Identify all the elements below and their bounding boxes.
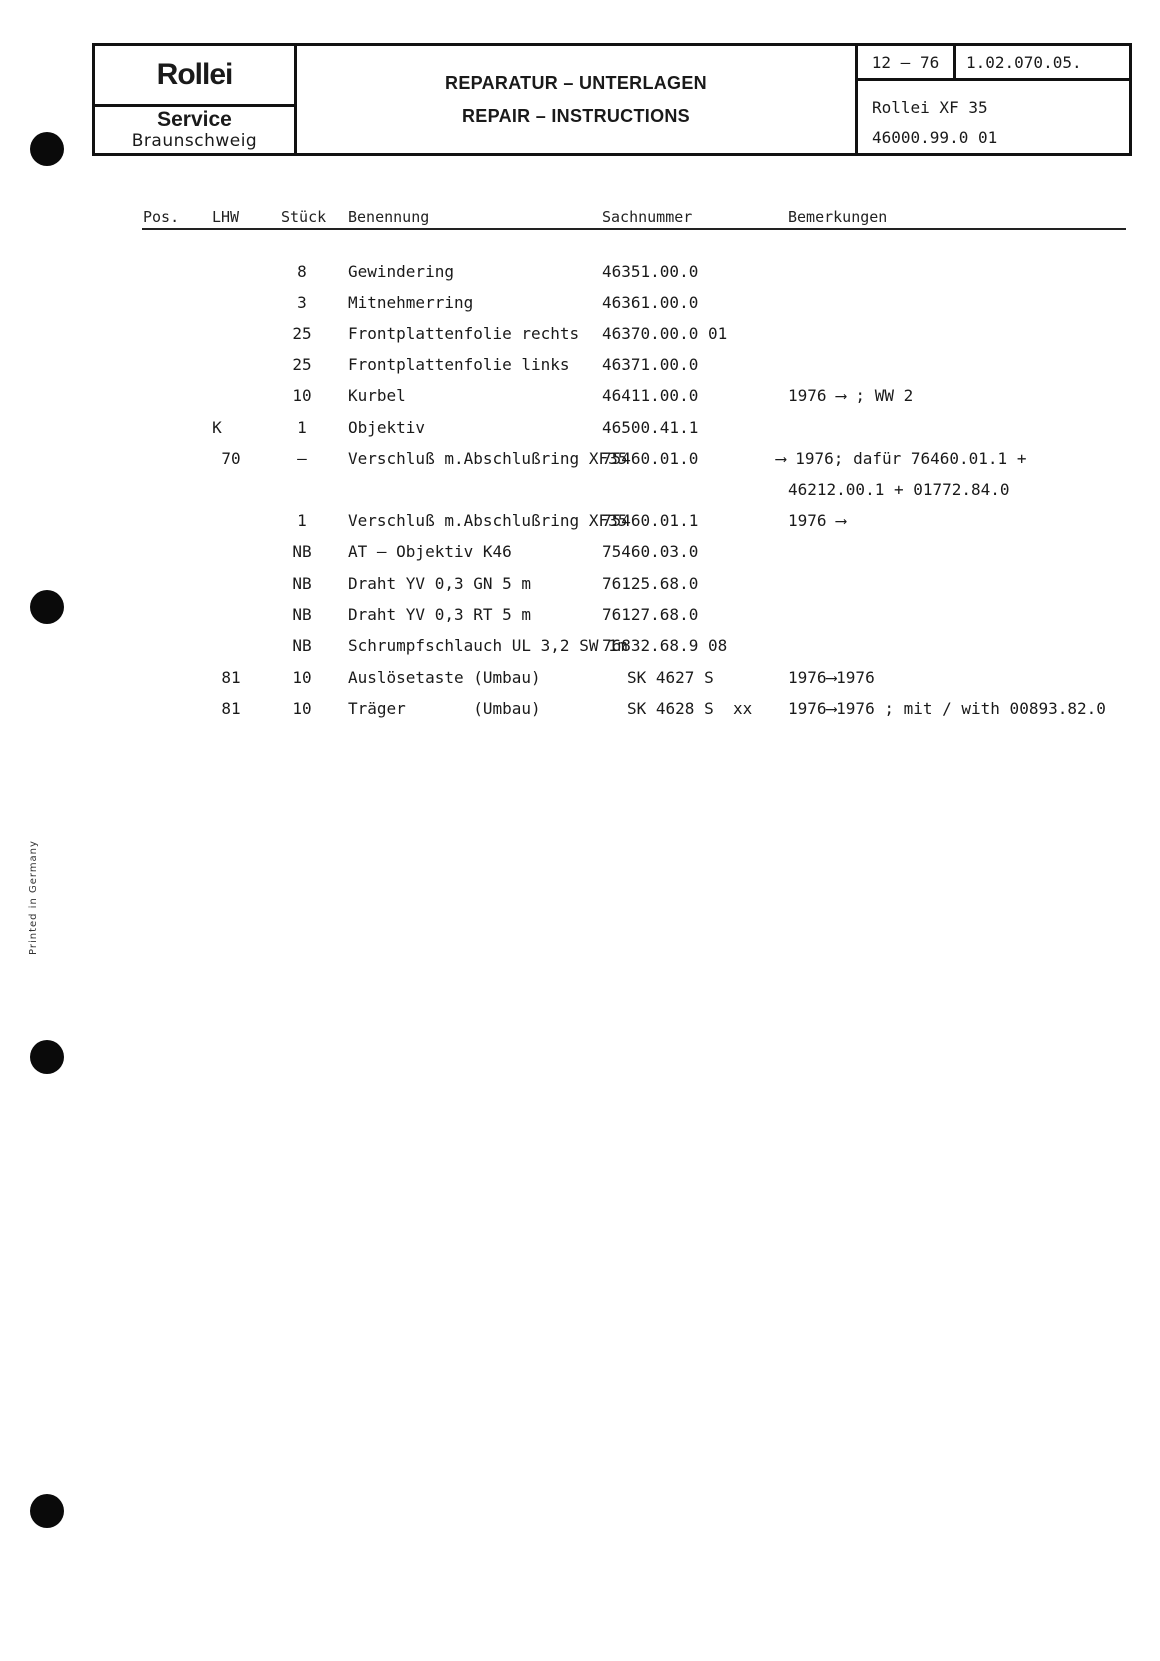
brand-block bbox=[95, 46, 297, 153]
cell-stueck: NB bbox=[292, 574, 312, 593]
service-label: Service bbox=[157, 108, 232, 131]
cell-stueck: NB bbox=[292, 542, 312, 561]
column-header-benennung: Benennung bbox=[348, 208, 430, 226]
cell-sachnummer: 46370.00.0 01 bbox=[602, 324, 728, 343]
cell-sachnummer: 46411.00.0 bbox=[602, 386, 699, 405]
cell-stueck: 1 bbox=[297, 418, 307, 437]
punch-hole bbox=[30, 1040, 64, 1074]
document-header bbox=[92, 43, 1132, 156]
cell-stueck: 10 bbox=[292, 386, 312, 405]
cell-benennung: Kurbel bbox=[348, 386, 406, 405]
cell-sachnummer: 76127.68.0 bbox=[602, 605, 699, 624]
cell-stueck: 10 bbox=[292, 668, 312, 687]
cell-sachnummer: 76832.68.9 08 bbox=[602, 636, 728, 655]
cell-stueck: NB bbox=[292, 605, 312, 624]
cell-stueck: – bbox=[297, 449, 307, 468]
service-cell bbox=[95, 107, 294, 153]
column-header-stueck: Stück bbox=[281, 208, 327, 226]
column-header-lhw: LHW bbox=[212, 208, 240, 226]
printed-in-germany: Printed in Germany bbox=[28, 840, 39, 955]
punch-hole bbox=[30, 1494, 64, 1528]
cell-stueck: 8 bbox=[297, 262, 307, 281]
title-block bbox=[297, 46, 858, 153]
cell-stueck: 25 bbox=[292, 324, 312, 343]
cell-sachnummer: 46371.00.0 bbox=[602, 355, 699, 374]
model-name: Rollei XF 35 bbox=[872, 98, 988, 117]
cell-sachnummer: SK 4627 S bbox=[627, 668, 714, 687]
cell-sachnummer: 75460.01.1 bbox=[602, 511, 699, 530]
info-top-row bbox=[858, 46, 1129, 81]
title-english: REPAIR – INSTRUCTIONS bbox=[462, 105, 690, 126]
cell-benennung: Träger (Umbau) bbox=[348, 699, 541, 718]
cell-bemerkungen: 1976⟶1976 bbox=[788, 668, 875, 687]
cell-benennung: Auslösetaste (Umbau) bbox=[348, 668, 541, 687]
cell-sachnummer: 75460.03.0 bbox=[602, 542, 699, 561]
model-info bbox=[858, 81, 1129, 153]
cell-sachnummer: 46351.00.0 bbox=[602, 262, 699, 281]
model-number: 46000.99.0 01 bbox=[872, 128, 998, 147]
cell-benennung: AT – Objektiv K46 bbox=[348, 542, 512, 561]
cell-stueck: 3 bbox=[297, 293, 307, 312]
header-rule bbox=[142, 228, 1126, 230]
cell-bemerkungen: 1976⟶1976 ; mit / with 00893.82.0 bbox=[788, 699, 1106, 718]
cell-lhw: 81 bbox=[221, 699, 241, 718]
cell-benennung: Schrumpfschlauch UL 3,2 SW 1m bbox=[348, 636, 628, 655]
cell-stueck: 25 bbox=[292, 355, 312, 374]
cell-bemerkungen: 1976 ⟶ ; WW 2 bbox=[788, 386, 914, 405]
title-german: REPARATUR – UNTERLAGEN bbox=[445, 72, 707, 93]
document-number: 1.02.070.05. bbox=[966, 52, 1082, 72]
cell-benennung: Draht YV 0,3 GN 5 m bbox=[348, 574, 532, 593]
cell-lhw: 70 bbox=[221, 449, 241, 468]
cell-benennung: Mitnehmerring bbox=[348, 293, 474, 312]
column-header-bemerkungen: Bemerkungen bbox=[788, 208, 888, 226]
column-header-sachnummer: Sachnummer bbox=[602, 208, 693, 226]
cell-lhw: 81 bbox=[221, 668, 241, 687]
rollei-logo: Rollei bbox=[156, 58, 233, 91]
column-header-pos: Pos. bbox=[143, 208, 180, 226]
cell-stueck: NB bbox=[292, 636, 312, 655]
punch-hole bbox=[30, 590, 64, 624]
cell-sachnummer: SK 4628 S xx bbox=[627, 699, 753, 718]
cell-sachnummer: 76125.68.0 bbox=[602, 574, 699, 593]
punch-hole bbox=[30, 132, 64, 166]
cell-benennung: Verschluß m.Abschlußring XF35 bbox=[348, 449, 628, 468]
issue-date: 12 – 76 bbox=[858, 46, 956, 78]
cell-bemerkungen: 1976 ⟶ bbox=[788, 511, 846, 530]
cell-bemerkungen: ⟶ 1976; dafür 76460.01.1 + bbox=[776, 449, 1027, 468]
cell-benennung: Verschluß m.Abschlußring XF35 bbox=[348, 511, 628, 530]
cell-bemerkungen-continued: 46212.00.1 + 01772.84.0 bbox=[788, 480, 1010, 499]
cell-stueck: 10 bbox=[292, 699, 312, 718]
cell-sachnummer: 46361.00.0 bbox=[602, 293, 699, 312]
cell-benennung: Frontplattenfolie links bbox=[348, 355, 570, 374]
cell-pos: K bbox=[212, 418, 222, 437]
city-label: Braunschweig bbox=[131, 131, 258, 151]
cell-benennung: Draht YV 0,3 RT 5 m bbox=[348, 605, 532, 624]
logo-cell bbox=[95, 46, 294, 107]
cell-sachnummer: 46500.41.1 bbox=[602, 418, 699, 437]
cell-benennung: Gewindering bbox=[348, 262, 454, 281]
cell-stueck: 1 bbox=[297, 511, 307, 530]
info-block bbox=[858, 46, 1129, 153]
cell-benennung: Frontplattenfolie rechts bbox=[348, 324, 580, 343]
cell-sachnummer: 75460.01.0 bbox=[602, 449, 699, 468]
cell-benennung: Objektiv bbox=[348, 418, 426, 437]
